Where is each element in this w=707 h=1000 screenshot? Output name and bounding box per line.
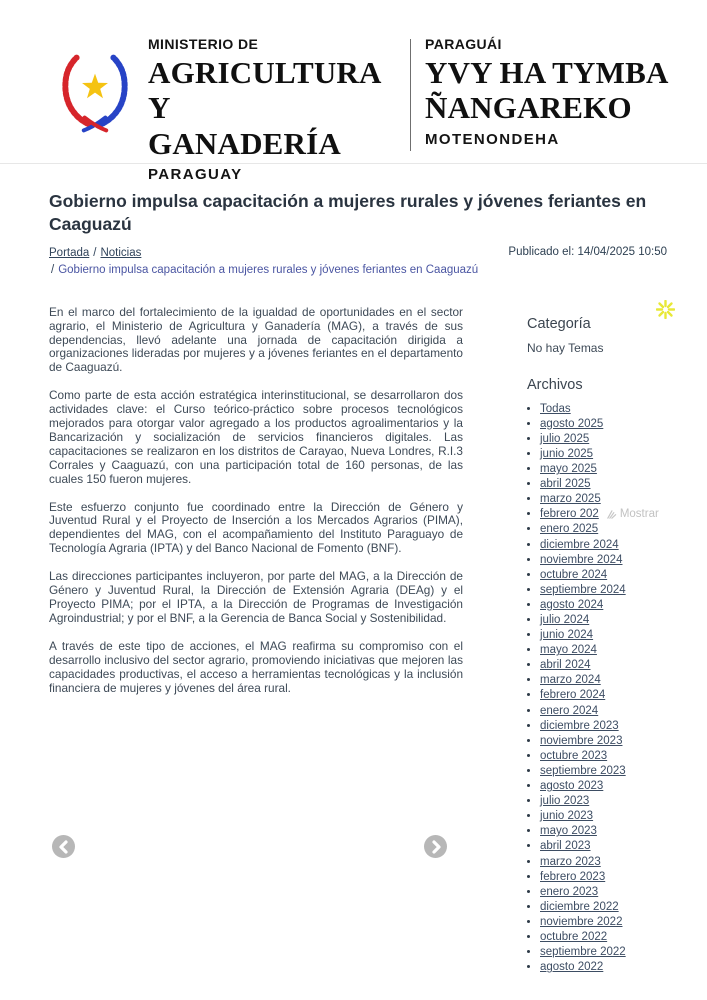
archive-link[interactable]: septiembre 2024 <box>540 583 626 596</box>
archive-link[interactable]: febrero 2024 <box>540 689 606 702</box>
category-empty-text: No hay Temas <box>527 340 604 355</box>
archive-list-item <box>540 930 667 945</box>
chevron-left-icon <box>53 836 75 858</box>
archive-link[interactable]: julio 2025 <box>540 432 590 445</box>
archive-link[interactable]: octubre 2023 <box>540 749 608 762</box>
archives-heading: Archivos <box>527 376 583 393</box>
archive-link[interactable]: marzo 2024 <box>540 674 601 687</box>
archive-list-item <box>540 794 667 809</box>
archive-list-item <box>540 553 667 568</box>
prev-button[interactable] <box>52 835 75 858</box>
archive-link[interactable]: noviembre 2022 <box>540 915 623 928</box>
breadcrumb-link-noticias[interactable]: Noticias <box>100 247 142 260</box>
archive-link[interactable]: mayo 2025 <box>540 463 597 476</box>
category-heading: Categoría <box>527 315 591 332</box>
archive-list-item <box>540 824 667 839</box>
archive-list-item <box>540 462 667 477</box>
archive-link[interactable]: octubre 2022 <box>540 930 608 943</box>
archive-list-item <box>540 749 667 764</box>
archive-list-item <box>540 688 667 703</box>
archive-list-item <box>540 900 667 915</box>
archive-list-item <box>540 658 667 673</box>
archive-link[interactable]: enero 2023 <box>540 885 599 898</box>
archive-link[interactable]: diciembre 2022 <box>540 900 619 913</box>
article-paragraph: A través de este tipo de acciones, el MAG reafirma su compromiso con el desarrollo inclusivo del sector agrario, promoviendo iniciativas que mejoren las capacidades productivas, el acceso a herramientas tecnológicas y la inclusión financiera de mujeres y jóvenes del área rural. <box>49 638 463 695</box>
archive-list-item <box>540 447 667 462</box>
breadcrumb-link-portada[interactable]: Portada <box>49 247 90 260</box>
archive-link[interactable]: febrero 202 <box>540 508 599 521</box>
archive-link[interactable]: mayo 2024 <box>540 644 597 657</box>
page-title: Gobierno impulsa capacitación a mujeres rurales y jóvenes feriantes en Caaguazú <box>49 191 647 235</box>
archive-link[interactable]: junio 2024 <box>540 629 594 642</box>
next-button[interactable] <box>424 835 447 858</box>
archive-list-item <box>540 734 667 749</box>
archive-link[interactable]: octubre 2024 <box>540 568 608 581</box>
mostrar-icon <box>606 509 617 520</box>
archive-list-item <box>540 673 667 688</box>
archive-link[interactable]: junio 2023 <box>540 810 594 823</box>
archive-link[interactable]: julio 2024 <box>540 614 590 626</box>
archive-link[interactable]: diciembre 2023 <box>540 719 619 732</box>
article-paragraph: Como parte de esta acción estratégica interinstitucional, se desarrollaron dos actividades clave: el Curso teórico-práctico sobre procesos tecnológicos mejorados para otorgar valor agregado a los productos agroalimentarios y la Bancarización y socialización de servicios financieros digitales. Las capacitaciones se realizaron en los distritos de Carayao, Nueva Londres, R.I.3 Corrales y Caaguazú, con una participación total de 160 personas, de las cuales 150 fueron mujeres. <box>49 388 463 486</box>
archive-link[interactable]: julio 2023 <box>540 795 590 808</box>
archive-list-item <box>540 507 667 522</box>
brand-yvy-ha-tymba: YVY HA TYMBA <box>425 55 669 90</box>
mostrar-tooltip[interactable]: Mostrar <box>606 507 659 522</box>
archive-link[interactable]: noviembre 2024 <box>540 553 623 566</box>
archive-link[interactable]: abril 2024 <box>540 659 591 672</box>
archive-list-item <box>540 432 667 447</box>
archive-list-item <box>540 945 667 960</box>
archive-list-item <box>540 779 667 794</box>
published-date: Publicado el: 14/04/2025 10:50 <box>508 246 667 259</box>
star-icon <box>82 74 108 99</box>
archive-list-item <box>540 764 667 779</box>
brand-guarani <box>425 36 675 148</box>
site-header <box>0 0 707 183</box>
asterisk-icon <box>656 300 675 319</box>
carousel-nav <box>52 835 447 858</box>
archive-list-item <box>540 613 667 628</box>
archive-list-item <box>540 719 667 734</box>
archive-link[interactable]: marzo 2023 <box>540 855 601 868</box>
archive-list-item <box>540 477 667 492</box>
archive-list-item <box>540 870 667 885</box>
archive-link[interactable]: agosto 2025 <box>540 417 604 430</box>
archive-list-item <box>540 839 667 854</box>
brand-agricultura: AGRICULTURA Y <box>148 55 380 126</box>
breadcrumb <box>49 245 481 280</box>
archive-link[interactable]: agosto 2022 <box>540 961 604 974</box>
archives-list <box>527 402 667 976</box>
archive-list-item <box>540 643 667 658</box>
archive-link[interactable]: agosto 2024 <box>540 598 604 611</box>
brand-ganaderia: GANADERÍA <box>148 125 341 161</box>
article-paragraphs <box>49 306 463 696</box>
archive-list-item <box>540 809 667 824</box>
archive-link[interactable]: agosto 2023 <box>540 780 604 793</box>
archive-link[interactable]: enero 2025 <box>540 523 599 536</box>
brand-motenondeha: MOTENONDEHA <box>425 130 560 148</box>
archive-list-item <box>540 704 667 719</box>
brand-paraguay: PARAGUAY <box>148 165 243 183</box>
article-paragraph: Este esfuerzo conjunto fue coordinado entre la Dirección de Género y Juventud Rural y el Proyecto de Inserción a los Mercados Agrarios (PIMA), dependientes del MAG, con el acompañamiento del Instituto Paraguayo de Tecnología Agraria (IPTA) y del Banco Nacional de Fomento (BNF). <box>49 499 463 556</box>
archive-list-item <box>540 915 667 930</box>
archive-link[interactable]: septiembre 2022 <box>540 946 626 959</box>
breadcrumb-separator: / <box>93 247 97 260</box>
archive-list-item <box>540 628 667 643</box>
breadcrumb-current-line <box>49 262 481 279</box>
archive-link[interactable]: noviembre 2023 <box>540 734 623 747</box>
meta-row <box>49 245 667 280</box>
archive-link[interactable]: abril 2023 <box>540 840 591 853</box>
archive-link[interactable]: enero 2024 <box>540 704 599 717</box>
ministry-logo-icon[interactable] <box>55 36 135 140</box>
article-paragraph: Las direcciones participantes incluyeron, por parte del MAG, a la Dirección de Género y Juventud Rural, la Dirección de Extensión Agraria (DEAg) y el Proyecto PIMA; por el IPTA, a la Dirección de Programas de Investigación Agroindustrial; y por el BNF, a la Gerencia de Banca Social y Sostenibilidad. <box>49 569 463 625</box>
brand-spanish <box>148 36 404 183</box>
brand-ministerio-de: MINISTERIO DE <box>148 36 259 52</box>
archive-list-item <box>540 417 667 432</box>
archive-link[interactable]: febrero 2023 <box>540 870 606 883</box>
main-container <box>0 164 707 975</box>
archive-list-item <box>540 598 667 613</box>
archive-link[interactable]: marzo 2025 <box>540 493 601 506</box>
archive-list-item <box>540 960 667 975</box>
breadcrumb-separator: / <box>51 264 55 277</box>
archive-link[interactable]: junio 2025 <box>540 447 594 460</box>
breadcrumb-current: Gobierno impulsa capacitación a mujeres rurales y jóvenes feriantes en Caaguazú <box>58 264 479 277</box>
archive-list-item <box>540 522 667 537</box>
article-body <box>49 306 463 976</box>
archive-list-item <box>540 538 667 553</box>
archive-link[interactable]: diciembre 2024 <box>540 538 619 551</box>
brand-nangareko: ÑANGAREKO <box>425 90 632 126</box>
brand-divider <box>410 39 411 151</box>
sidebar <box>527 306 667 976</box>
archive-link[interactable]: Todas <box>540 402 571 415</box>
archive-list-item <box>540 402 667 417</box>
archive-list-item <box>540 568 667 583</box>
archive-list-item <box>540 855 667 870</box>
archive-link[interactable]: septiembre 2023 <box>540 764 626 777</box>
archive-link[interactable]: mayo 2023 <box>540 825 597 838</box>
archive-link[interactable]: abril 2025 <box>540 478 591 491</box>
article-paragraph: En el marco del fortalecimiento de la igualdad de oportunidades en el sector agrario, el Ministerio de Agricultura y Ganadería (MAG), a través de sus dependencias, llevó adelante una jornada de capacitación dirigida a organizaciones lideradas por mujeres y a jóvenes feriantes en el departamento de Caaguazú. <box>49 304 463 375</box>
chevron-right-icon <box>425 836 447 858</box>
content-row <box>49 306 667 976</box>
brand-paraguai: PARAGUÁI <box>425 36 502 52</box>
archive-list-item <box>540 492 667 507</box>
archive-list-item <box>540 885 667 900</box>
archive-list-item <box>540 583 667 598</box>
